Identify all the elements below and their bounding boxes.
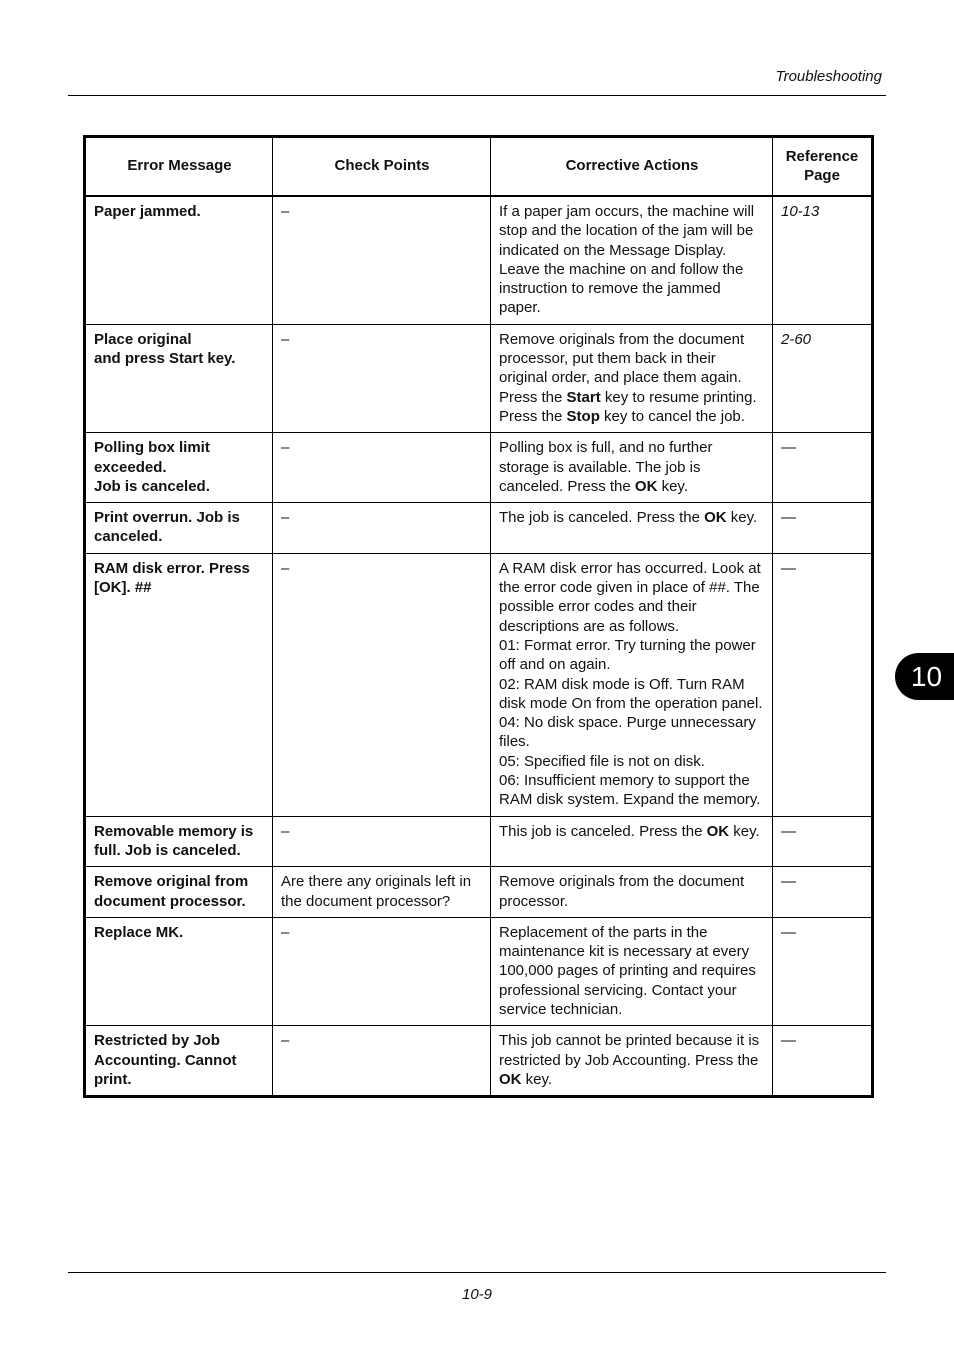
reference-page-cell: —: [773, 1026, 873, 1097]
key-name: OK: [634, 477, 658, 495]
action-text: key.: [521, 1070, 553, 1088]
reference-page-cell: —: [773, 867, 873, 918]
corrective-actions-cell: [491, 867, 773, 918]
corrective-action-paragraph: [499, 675, 765, 714]
corrective-actions-cell: [491, 503, 773, 554]
check-points-cell: Are there any originals left in the document processor?: [273, 867, 491, 918]
action-text: Remove originals from the document processor, put them back in their original order, and place them again. Press the: [499, 330, 745, 406]
error-message-line: Remove original from document processor.: [94, 873, 249, 910]
check-points-cell: –: [273, 816, 491, 867]
corrective-action-paragraph: [499, 822, 765, 841]
action-text: 05: Specified file is not on disk.: [499, 752, 705, 770]
corrective-actions-cell: [491, 324, 773, 432]
action-text: 02: RAM disk mode is Off. Turn RAM disk mode On from the operation panel.: [499, 675, 763, 712]
reference-page-cell: —: [773, 553, 873, 816]
action-text: Remove originals from the document processor.: [499, 873, 745, 910]
corrective-actions-cell: [491, 196, 773, 324]
error-message-table: [83, 135, 874, 1098]
corrective-action-paragraph: [499, 872, 765, 911]
action-text: key to resume printing.: [600, 388, 757, 406]
action-text: Press the: [499, 407, 567, 425]
error-message-cell: [85, 503, 273, 554]
key-name: Stop: [566, 407, 600, 425]
error-message-line: Job is canceled.: [94, 477, 210, 495]
error-message-cell: [85, 196, 273, 324]
corrective-actions-cell: [491, 1026, 773, 1097]
table-row: [85, 553, 873, 816]
header-rule: [68, 95, 886, 96]
column-header-corrective-actions: Corrective Actions: [491, 137, 773, 197]
section-title: Troubleshooting: [775, 68, 882, 85]
corrective-action-paragraph: [499, 438, 765, 496]
corrective-actions-cell: [491, 917, 773, 1025]
error-message-line: Restricted by Job Accounting. Cannot print.: [94, 1032, 237, 1088]
table-row: [85, 196, 873, 324]
action-text: A RAM disk error has occurred. Look at the error code given in place of ##. The possible error codes and their descriptions are as follows.: [499, 559, 761, 635]
error-message-line: Place original: [94, 330, 192, 348]
table-row: [85, 816, 873, 867]
key-name: OK: [704, 509, 727, 527]
reference-page-cell: 10-13: [773, 196, 873, 324]
action-text: key.: [726, 509, 758, 527]
check-points-cell: –: [273, 433, 491, 503]
action-text: This job cannot be printed because it is restricted by Job Accounting. Press the: [499, 1032, 760, 1069]
error-message-cell: [85, 867, 273, 918]
check-points-cell: –: [273, 917, 491, 1025]
reference-page-cell: —: [773, 816, 873, 867]
corrective-actions-cell: [491, 553, 773, 816]
error-message-cell: [85, 1026, 273, 1097]
error-message-cell: [85, 324, 273, 432]
corrective-action-paragraph: [499, 713, 765, 752]
action-text: 01: Format error. Try turning the power off and on again.: [499, 636, 756, 674]
reference-page-cell: —: [773, 433, 873, 503]
check-points-cell: –: [273, 553, 491, 816]
check-points-cell: –: [273, 1026, 491, 1097]
table-row: [85, 503, 873, 554]
action-text: This job is canceled. Press the: [499, 822, 707, 840]
action-text: 04: No disk space. Purge unnecessary files.: [499, 714, 756, 751]
action-text: If a paper jam occurs, the machine will stop and the location of the jam will be indicated on the Message Display. Leave the machine on and follow the instruction to remove the jammed paper.: [499, 203, 755, 317]
error-message-cell: [85, 816, 273, 867]
action-text: key to cancel the job.: [599, 407, 745, 425]
table-row: [85, 867, 873, 918]
action-text: The job is canceled. Press the: [499, 509, 705, 527]
corrective-action-paragraph: [499, 508, 765, 527]
error-message-line: Removable memory is full. Job is canceled.: [94, 822, 254, 859]
check-points-cell: –: [273, 196, 491, 324]
action-text: key.: [729, 822, 760, 840]
corrective-action-paragraph: [499, 559, 765, 636]
table-row: [85, 917, 873, 1025]
error-message-line: Print overrun. Job is canceled.: [94, 509, 240, 546]
corrective-actions-cell: [491, 816, 773, 867]
corrective-action-paragraph: [499, 752, 765, 771]
corrective-action-paragraph: [499, 771, 765, 810]
error-message-line: Replace MK.: [94, 923, 184, 941]
error-message-cell: [85, 553, 273, 816]
table-row: [85, 1026, 873, 1097]
check-points-cell: –: [273, 324, 491, 432]
table-body: [85, 196, 873, 1097]
check-points-cell: –: [273, 503, 491, 554]
corrective-action-paragraph: [499, 202, 765, 318]
key-name: Start: [566, 388, 601, 406]
action-text: Polling box is full, and no further storage is available. The job is canceled. Press the: [499, 439, 713, 495]
reference-page-cell: —: [773, 917, 873, 1025]
corrective-action-paragraph: [499, 407, 765, 426]
column-header-error-message: Error Message: [85, 137, 273, 197]
corrective-action-paragraph: [499, 636, 765, 675]
table-row: [85, 324, 873, 432]
footer-rule: [68, 1272, 886, 1273]
reference-page-cell: 2-60: [773, 324, 873, 432]
corrective-actions-cell: [491, 433, 773, 503]
error-message-cell: [85, 433, 273, 503]
error-message-line: and press Start key.: [94, 350, 236, 368]
key-name: OK: [706, 822, 730, 840]
corrective-action-paragraph: [499, 330, 765, 407]
error-message-line: Polling box limit exceeded.: [94, 439, 210, 476]
error-message-cell: [85, 917, 273, 1025]
reference-page-cell: —: [773, 503, 873, 554]
action-text: 06: Insufficient memory to support the RAM disk system. Expand the memory.: [499, 772, 761, 809]
page-number: 10-9: [461, 1286, 493, 1303]
error-message-line: Paper jammed.: [94, 203, 201, 220]
key-name: OK: [499, 1070, 522, 1088]
column-header-reference-page: Reference Page: [773, 137, 873, 197]
chapter-tab: 10: [895, 653, 954, 700]
error-message-line: RAM disk error. Press [OK]. ##: [94, 559, 250, 597]
table-header-row: [85, 137, 873, 197]
column-header-check-points: Check Points: [273, 137, 491, 197]
corrective-action-paragraph: [499, 1031, 765, 1089]
table-row: [85, 433, 873, 503]
action-text: key.: [657, 477, 688, 495]
corrective-action-paragraph: [499, 923, 765, 1019]
action-text: Replacement of the parts in the maintenance kit is necessary at every 100,000 pages of printing and requires professional servicing. Contact your service technician.: [499, 923, 756, 1018]
